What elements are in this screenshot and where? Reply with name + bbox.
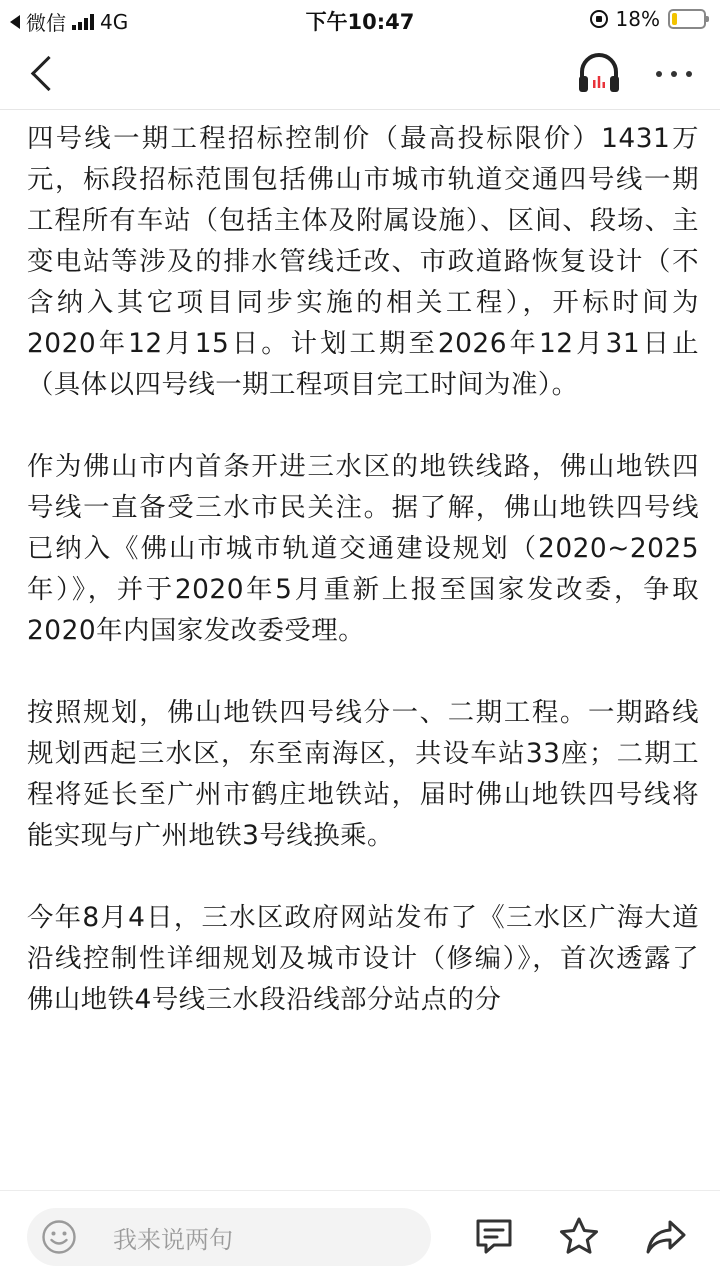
- battery-icon: [668, 9, 706, 29]
- article-paragraph: 今年8月4日，三水区政府网站发布了《三水区广海大道沿线控制性详细规划及城市设计（修编）》，首次透露了佛山地铁4号线三水段沿线部分站点的分: [27, 902, 699, 1015]
- carrier-label[interactable]: 微信: [26, 11, 66, 35]
- star-icon[interactable]: [557, 1215, 601, 1259]
- article-paragraph: 按照规划，佛山地铁四号线分一、二期工程。一期路线规划西起三水区，东至南海区，共设车站33座；二期工程将延长至广州市鹤庄地铁站，届时佛山地铁四号线将能实现与广州地铁3号线换乘。: [27, 697, 699, 851]
- status-right: [590, 7, 706, 31]
- orientation-lock-icon: [590, 10, 608, 28]
- article-paragraph: 四号线一期工程招标控制价（最高投标限价）1431万元，标段招标范围包括佛山市城市轨道交通四号线一期工程所有车站（包括主体及附属设施）、区间、段场、主变电站等涉及的排水管线迁改、市政道路恢复设计（不含纳入其它项目同步实施的相关工程），开标时间为2020年12月15日。计划工期至2026年12月31日止（具体以四号线一期工程项目完工时间为准）。: [27, 123, 699, 400]
- battery-percent: 18%: [615, 7, 660, 31]
- bottom-bar: [0, 1190, 720, 1280]
- network-label: 4G: [100, 9, 129, 34]
- comment-input[interactable]: [27, 1208, 431, 1266]
- battery-fill: [672, 13, 677, 25]
- article-paragraph: 作为佛山市内首条开进三水区的地铁线路，佛山地铁四号线一直备受三水市民关注。据了解，佛山地铁四号线已纳入《佛山市城市轨道交通建设规划（2020~2025年）》，并于2020年5月重新上报至国家发改委，争取2020年内国家发改委受理。: [27, 451, 699, 646]
- headphones-icon[interactable]: [576, 52, 622, 94]
- share-icon[interactable]: [644, 1215, 688, 1259]
- chevron-left-icon[interactable]: [26, 52, 66, 96]
- status-time: 下午10:47: [305, 10, 415, 34]
- emoji-icon[interactable]: [41, 1219, 77, 1255]
- article-body: [27, 118, 699, 1190]
- status-bar: [0, 0, 720, 38]
- comment-placeholder: 我来说两句: [113, 1225, 233, 1254]
- nav-bar: [0, 38, 720, 110]
- more-dots-icon[interactable]: [650, 62, 698, 86]
- comment-icon[interactable]: [472, 1215, 516, 1259]
